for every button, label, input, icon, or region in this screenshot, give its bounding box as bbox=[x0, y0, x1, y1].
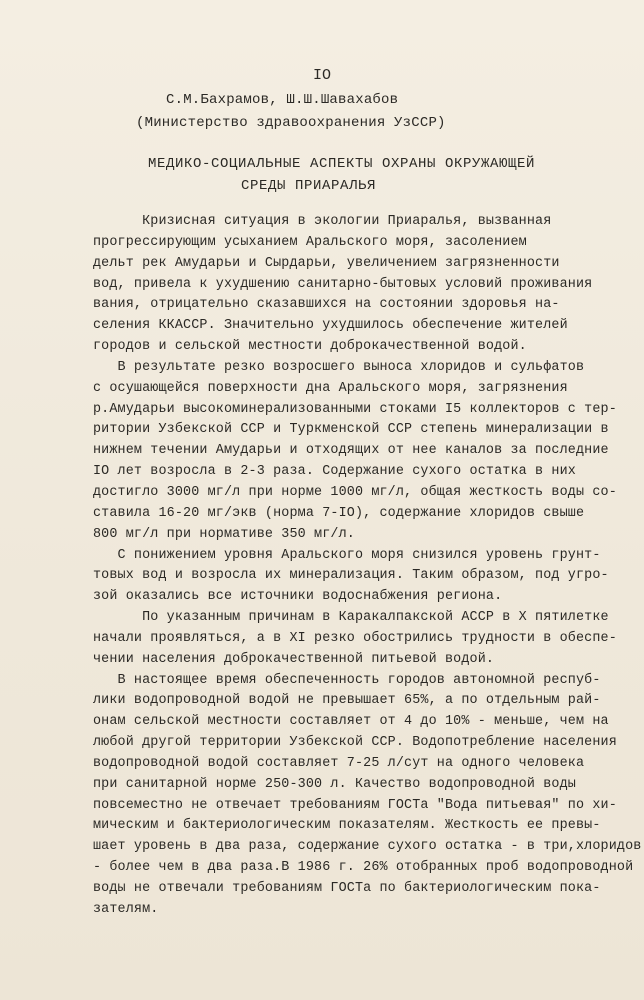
paragraph bbox=[93, 212, 613, 358]
text-line: вания, отрицательно сказавшихся на состоянии здоровья на- bbox=[93, 297, 560, 313]
text-line: В настоящее время обеспеченность городов автономной респуб- bbox=[93, 672, 601, 688]
authors: С.М.Бахрамов, Ш.Ш.Шавахабов bbox=[166, 92, 399, 108]
text-line: С понижением уровня Аральского моря снизился уровень грунт- bbox=[93, 547, 601, 563]
text-line: товых вод и возросла их минерализация. Таким образом, под угро- bbox=[93, 568, 609, 584]
text-line: ритории Узбекской ССР и Туркменской ССР степень минерализации в bbox=[93, 422, 609, 438]
text-line: зой оказались все источники водоснабжения региона. bbox=[93, 589, 503, 605]
affiliation: (Министерство здравоохранения УзССР) bbox=[136, 115, 446, 131]
text-line: По указанным причинам в Каракалпакской АССР в X пятилетке bbox=[93, 610, 609, 626]
text-line: ставила 16-20 мг/экв (норма 7-IO), содержание хлоридов свыше bbox=[93, 505, 585, 521]
text-line: селения ККАССР. Значительно ухудшилось обеспечение жителей bbox=[93, 318, 568, 334]
text-line: любой другой территории Узбекской ССР. Водопотребление населения bbox=[93, 735, 617, 751]
paragraph bbox=[93, 358, 617, 546]
text-line: - более чем в два раза.В 1986 г. 26% отобранных проб водопроводной bbox=[93, 860, 634, 876]
title-line-2: СРЕДЫ ПРИАРАЛЬЯ bbox=[241, 178, 377, 194]
text-line: городов и сельской местности доброкачественной водой. bbox=[93, 339, 527, 355]
page-number: IO bbox=[312, 67, 331, 84]
paragraph bbox=[93, 608, 617, 671]
text-line: при санитарной норме 250-300 л. Качество водопроводной воды bbox=[93, 776, 576, 792]
text-line: Кризисная ситуация в экологии Приаралья, вызванная bbox=[93, 214, 552, 229]
text-line: с осушающейся поверхности дна Аральского моря, загрязнения bbox=[93, 380, 568, 396]
text-line: онам сельской местности составляет от 4 до 10% - меньше, чем на bbox=[93, 714, 609, 730]
text-line: дельт рек Амударьи и Сырдарьи, увеличением загрязненности bbox=[93, 255, 560, 271]
text-line: лики водопроводной водой не превышает 65%, а по отдельным рай- bbox=[93, 693, 601, 709]
paragraph bbox=[93, 671, 642, 921]
text-line: 800 мг/л при нормативе 350 мг/л. bbox=[93, 526, 355, 542]
text-line: водопроводной водой составляет 7-25 л/сут на одного человека bbox=[93, 755, 585, 771]
text-line: зателям. bbox=[93, 901, 159, 917]
text-line: начали проявляться, а в XI резко обострились трудности в обеспе- bbox=[93, 630, 617, 646]
text-line: шает уровень в два раза, содержание сухого остатка - в три,хлоридов bbox=[93, 839, 642, 855]
text-line: В результате резко возросшего выноса хлоридов и сульфатов bbox=[93, 359, 585, 375]
text-line: достигло 3000 мг/л при норме 1000 мг/л, общая жесткость воды со- bbox=[93, 484, 617, 500]
text-line: вод, привела к ухудшению санитарно-бытовых условий проживания bbox=[93, 276, 593, 292]
text-line: воды не отвечали требованиям ГОСТа по бактериологическим пока- bbox=[93, 881, 601, 896]
text-line: мическим и бактериологическим показателям. Жесткость ее превы- bbox=[93, 818, 601, 834]
text-line: прогрессирующим усыханием Аральского моря, засолением bbox=[93, 234, 527, 250]
title-line-1: МЕДИКО-СОЦИАЛЬНЫЕ АСПЕКТЫ ОХРАНЫ ОКРУЖАЮЩЕЙ bbox=[148, 156, 536, 172]
paragraph bbox=[93, 546, 613, 609]
text-line: чении населения доброкачественной питьевой водой. bbox=[93, 651, 495, 667]
text-line: IO лет возросла в 2-3 раза. Содержание сухого остатка в них bbox=[93, 464, 576, 480]
text-line: нижнем течении Амударьи и отходящих от нее каналов за последние bbox=[93, 443, 609, 459]
text-line: повсеместно не отвечает требованиям ГОСТа "Вода питьевая" по хи- bbox=[93, 797, 617, 813]
text-line: р.Амударьи высокоминерализованными стоками I5 коллекторов с тер- bbox=[93, 401, 617, 417]
body-text bbox=[93, 212, 642, 921]
